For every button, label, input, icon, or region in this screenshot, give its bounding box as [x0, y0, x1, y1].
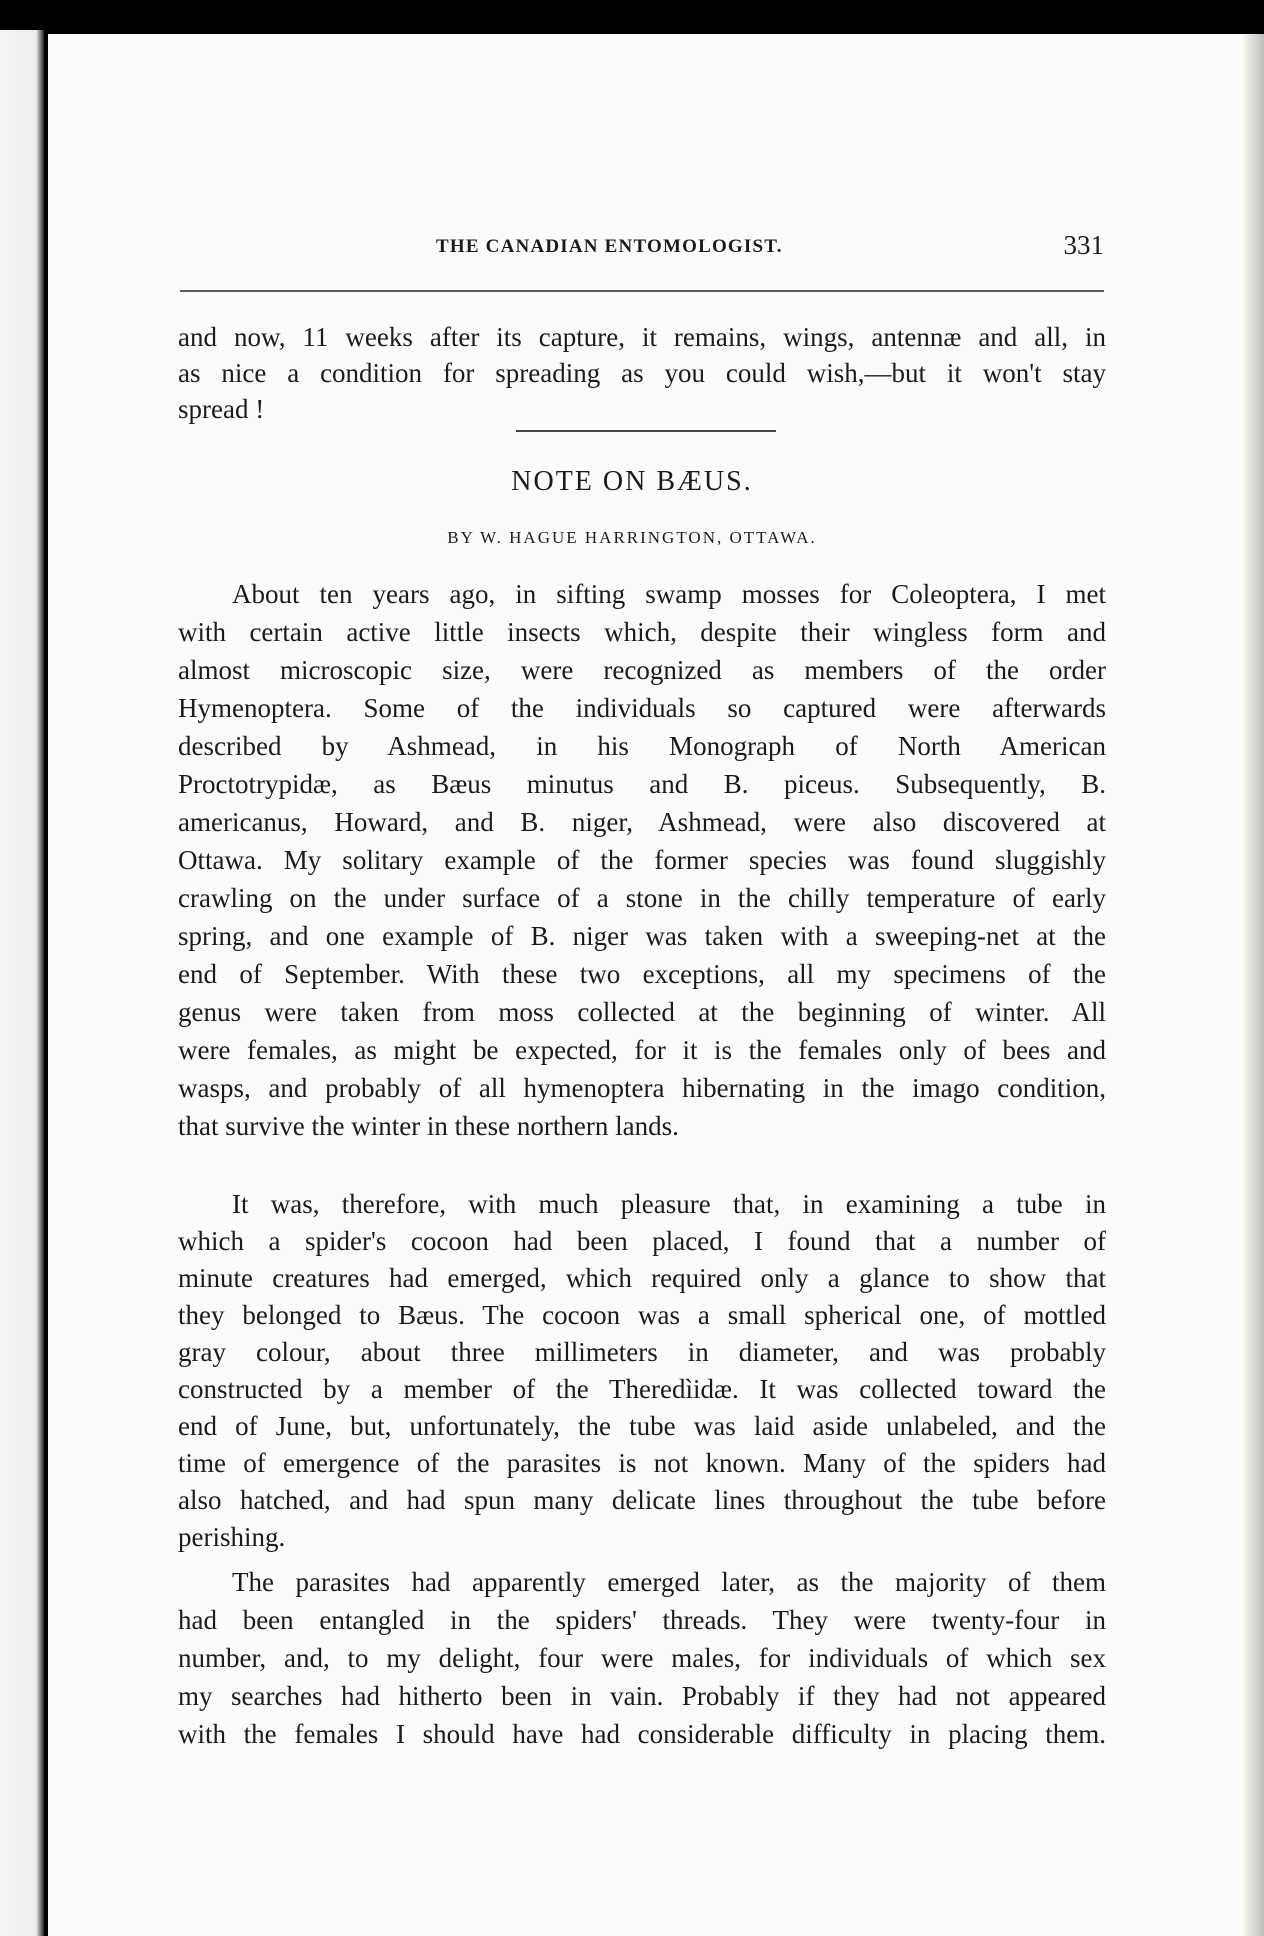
text-line: perishing. — [178, 1522, 286, 1552]
text-line: time of emergence of the parasites is not known. Many of the spiders had — [178, 1448, 1106, 1478]
text-line: were females, as might be expected, for it is the females only of bees and — [178, 1035, 1106, 1065]
text-line: number, and, to my delight, four were males, for individuals of which sex — [178, 1643, 1106, 1673]
text-line: The parasites had apparently emerged later, as the majority of them — [232, 1567, 1106, 1597]
facing-page-edge — [0, 30, 44, 1936]
page-number: 331 — [1063, 230, 1104, 260]
text-line: gray colour, about three millimeters in diameter, and was probably — [178, 1337, 1106, 1367]
article-byline: BY W. HAGUE HARRINGTON, OTTAWA. — [447, 528, 817, 547]
text-line: described by Ashmead, in his Monograph of North American — [178, 731, 1106, 761]
text-line: About ten years ago, in sifting swamp mosses for Coleoptera, I met — [232, 579, 1106, 609]
text-line: americanus, Howard, and B. niger, Ashmead, were also discovered at — [178, 807, 1106, 837]
text-line: had been entangled in the spiders' threads. They were twenty-four in — [178, 1605, 1106, 1635]
text-line: constructed by a member of the Theredìidæ. It was collected toward the — [178, 1374, 1106, 1404]
text-line: with the females I should have had considerable difficulty in placing them. — [178, 1719, 1106, 1749]
text-line: my searches had hitherto been in vain. Probably if they had not appeared — [178, 1681, 1106, 1711]
text-line: minute creatures had emerged, which required only a glance to show that — [178, 1263, 1106, 1293]
text-line: as nice a condition for spreading as you could wish,—but it won't stay — [178, 358, 1106, 388]
article-title: NOTE ON BÆUS. — [511, 466, 753, 497]
text-line: almost microscopic size, were recognized as members of the order — [178, 655, 1106, 685]
text-line: end of September. With these two exceptions, all my specimens of the — [178, 959, 1106, 989]
running-head: THE CANADIAN ENTOMOLOGIST. — [436, 236, 783, 257]
text-line: Hymenoptera. Some of the individuals so captured were afterwards — [178, 693, 1106, 723]
text-line: that survive the winter in these northern lands. — [178, 1111, 679, 1141]
text-line: Ottawa. My solitary example of the former species was found sluggishly — [178, 845, 1106, 875]
text-line: genus were taken from moss collected at the beginning of winter. All — [178, 997, 1106, 1027]
text-line: wasps, and probably of all hymenoptera hibernating in the imago condition, — [178, 1073, 1106, 1103]
text-line: It was, therefore, with much pleasure that, in examining a tube in — [232, 1189, 1106, 1219]
text-line: spread ! — [178, 394, 265, 424]
page-header — [180, 226, 1104, 286]
text-line: which a spider's cocoon had been placed, I found that a number of — [178, 1226, 1106, 1256]
text-line: and now, 11 weeks after its capture, it remains, wings, antennæ and all, in — [178, 322, 1106, 352]
text-line: also hatched, and had spun many delicate lines throughout the tube before — [178, 1485, 1106, 1515]
text-line: with certain active little insects which, despite their wingless form and — [178, 617, 1106, 647]
page-right-edge — [1244, 34, 1264, 1936]
text-line: crawling on the under surface of a stone in the chilly temperature of early — [178, 883, 1106, 913]
text-line: they belonged to Bæus. The cocoon was a small spherical one, of mottled — [178, 1300, 1106, 1330]
text-line: end of June, but, unfortunately, the tube was laid aside unlabeled, and the — [178, 1411, 1106, 1441]
header-rule — [180, 290, 1104, 292]
text-line: Proctotrypidæ, as Bæus minutus and B. piceus. Subsequently, B. — [178, 769, 1106, 799]
text-line: spring, and one example of B. niger was taken with a sweeping-net at the — [178, 921, 1106, 951]
section-divider — [516, 430, 776, 432]
